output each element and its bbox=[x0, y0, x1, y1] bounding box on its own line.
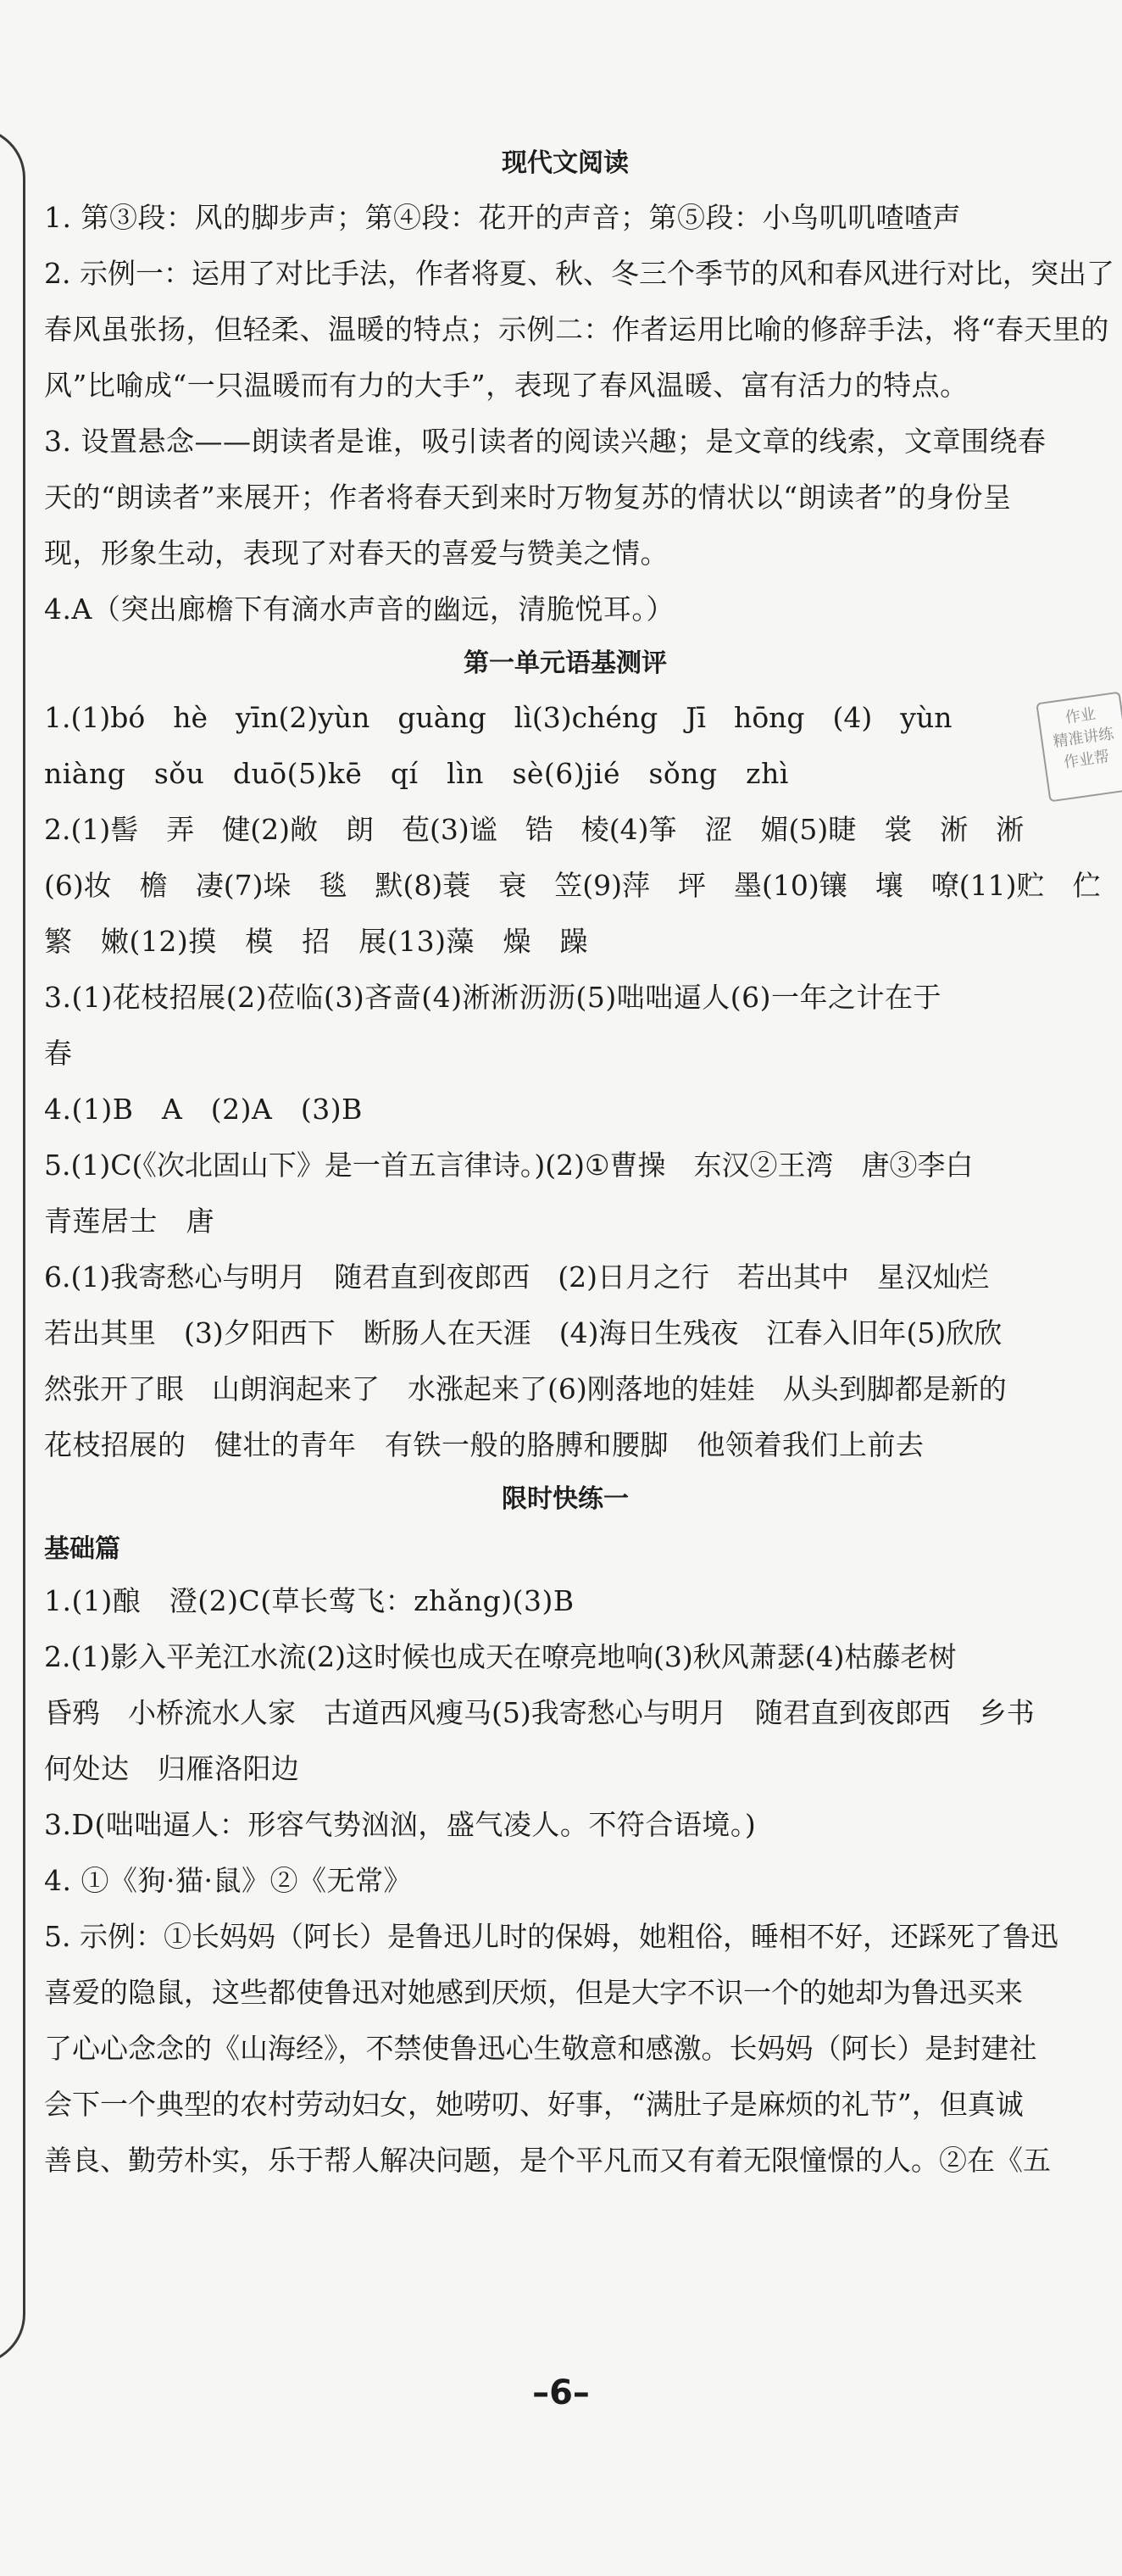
answer-line: 风”比喻成“一只温暖而有力的大手”，表现了春风温暖、富有活力的特点。 bbox=[44, 369, 969, 402]
stamp-line-3: 作业帮 bbox=[1062, 748, 1111, 772]
stamp-line-1: 作业 bbox=[1064, 704, 1097, 727]
answer-line: 昏鸦 小桥流水人家 古道西风瘦马(5)我寄愁心与明月 随君直到夜郎西 乡书 bbox=[44, 1696, 1035, 1729]
answer-line: 现，形象生动，表现了对春天的喜爱与赞美之情。 bbox=[44, 537, 669, 570]
answer-line: 2. 示例一：运用了对比手法，作者将夏、秋、冬三个季节的风和春风进行对比，突出了 bbox=[44, 257, 1114, 290]
answer-line: 春 bbox=[44, 1037, 73, 1070]
answer-line: 花枝招展的 健壮的青年 有铁一般的胳膊和腰脚 他领着我们上前去 bbox=[44, 1428, 925, 1461]
answer-line: 繁 嫩(12)摸 模 招 展(13)藻 燥 躁 bbox=[44, 925, 588, 958]
answer-line: 1.(1)酿 澄(2)C(草长莺飞：zhǎng)(3)B bbox=[44, 1584, 575, 1617]
answer-line: 1. 第③段：风的脚步声；第④段：花开的声音；第⑤段：小鸟叽叽喳喳声 bbox=[44, 201, 961, 234]
answer-line: 4.A（突出廊檐下有滴水声音的幽远，清脆悦耳。） bbox=[44, 593, 675, 626]
answer-line: 青莲居士 唐 bbox=[44, 1205, 214, 1238]
answer-line: 2.(1)影入平羌江水流(2)这时候也成天在嘹亮地响(3)秋风萧瑟(4)枯藤老树 bbox=[44, 1640, 957, 1673]
answer-line: 3.(1)花枝招展(2)莅临(3)吝啬(4)淅淅沥沥(5)咄咄逼人(6)一年之计在于 bbox=[44, 981, 941, 1014]
answer-line: 5.(1)C(《次北固山下》是一首五言律诗。)(2)①曹操 东汉②王湾 唐③李白 bbox=[44, 1149, 974, 1182]
binding-edge-line bbox=[0, 127, 25, 2365]
answer-line: 喜爱的隐鼠，这些都使鲁迅对她感到厌烦，但是大字不识一个的她却为鲁迅买来 bbox=[44, 1976, 1023, 2009]
stamp-line-2: 精准讲练 bbox=[1052, 725, 1115, 752]
answer-line: 6.(1)我寄愁心与明月 随君直到夜郎西 (2)日月之行 若出其中 星汉灿烂 bbox=[44, 1260, 989, 1294]
answer-line: 4.(1)B A (2)A (3)B bbox=[44, 1093, 363, 1126]
answer-line: 何处达 归雁洛阳边 bbox=[44, 1752, 300, 1785]
section-title-modern-reading: 现代文阅读 bbox=[502, 148, 629, 178]
answer-line: 了心心念念的《山海经》，不禁使鲁迅心生敬意和感激。长妈妈（阿长）是封建社 bbox=[44, 2032, 1037, 2065]
answer-line: 3.D(咄咄逼人：形容气势汹汹，盛气凌人。不符合语境。) bbox=[44, 1808, 757, 1841]
answer-line: 然张开了眼 山朗润起来了 水涨起来了(6)刚落地的娃娃 从头到脚都是新的 bbox=[44, 1372, 1007, 1405]
page-number: –6– bbox=[532, 2373, 590, 2412]
section-title-timed-practice: 限时快练一 bbox=[502, 1484, 629, 1514]
answer-line: 5. 示例：①长妈妈（阿长）是鲁迅儿时的保姆，她粗俗，睡相不好，还踩死了鲁迅 bbox=[44, 1920, 1058, 1953]
answer-line: niàng sǒu duō(5)kē qí lìn sè(6)jié sǒng zhì bbox=[44, 757, 789, 790]
answer-line: 善良、勤劳朴实，乐于帮人解决问题，是个平凡而又有着无限憧憬的人。②在《五 bbox=[44, 2144, 1051, 2177]
subsection-title-basics: 基础篇 bbox=[44, 1534, 120, 1564]
answer-line: 若出其里 (3)夕阳西下 断肠人在天涯 (4)海日生残夜 江春入旧年(5)欣欣 bbox=[44, 1316, 1003, 1349]
section-title-unit-test: 第一单元语基测评 bbox=[464, 648, 667, 678]
answer-line: (6)妆 檐 凄(7)垛 毯 默(8)蓑 衰 笠(9)萍 坪 墨(10)镶 壤 嘹(11)贮 伫 bbox=[44, 869, 1101, 902]
answer-line: 会下一个典型的农村劳动妇女，她唠叨、好事，“满肚子是麻烦的礼节”，但真诚 bbox=[44, 2088, 1024, 2121]
answer-line: 4. ①《狗·猫·鼠》②《无常》 bbox=[44, 1864, 412, 1897]
answer-line: 3. 设置悬念——朗读者是谁，吸引读者的阅读兴趣；是文章的线索，文章围绕春 bbox=[44, 425, 1047, 458]
answer-line: 春风虽张扬，但轻柔、温暖的特点；示例二：作者运用比喻的修辞手法，将“春天里的 bbox=[44, 313, 1109, 346]
answer-line: 2.(1)髻 弄 健(2)敞 朗 苞(3)谧 锆 棱(4)筝 涩 媚(5)睫 裳 淅 淅 bbox=[44, 813, 1025, 846]
answer-line: 1.(1)bó hè yīn(2)yùn guàng lì(3)chéng Jī hōng (4) yùn bbox=[44, 701, 953, 734]
answer-line: 天的“朗读者”来展开；作者将春天到来时万物复苏的情状以“朗读者”的身份呈 bbox=[44, 481, 1012, 514]
